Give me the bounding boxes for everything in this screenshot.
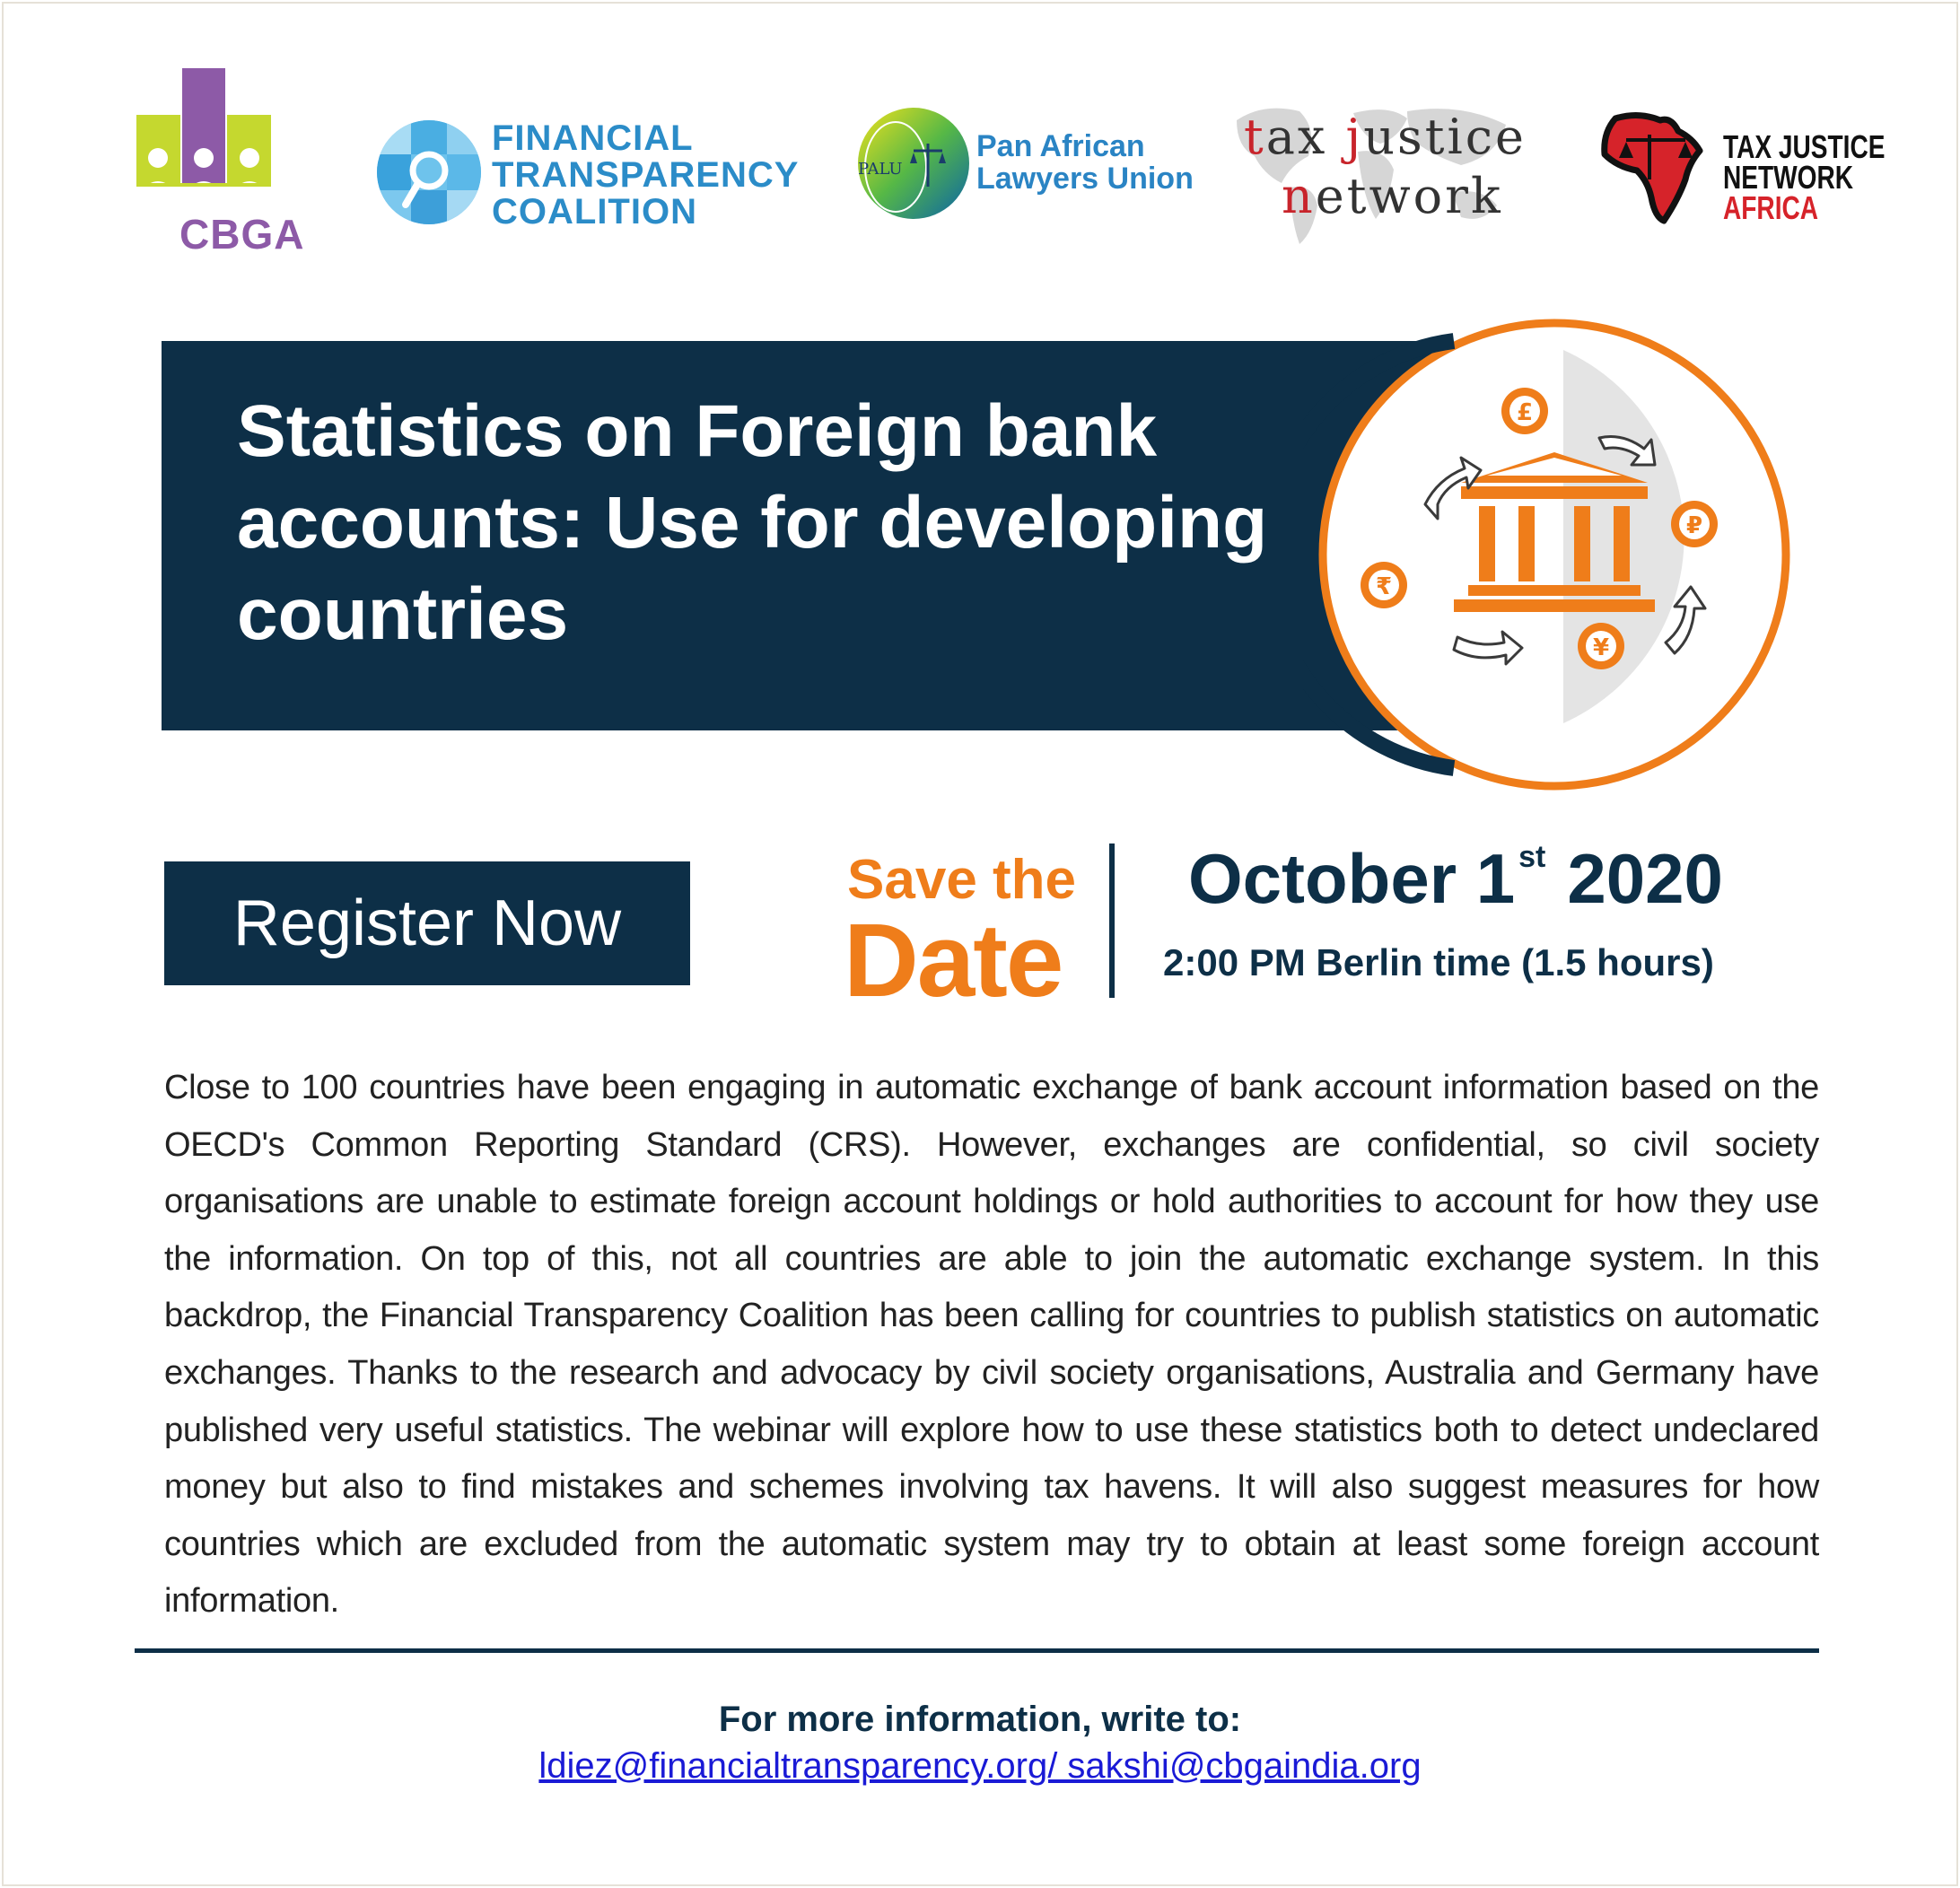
page-title [237, 386, 1314, 660]
tjn-ustice: ustice [1363, 109, 1527, 165]
contact-emails [0, 1748, 1960, 1784]
contact-email-link[interactable]: ldiez@financialtransparency.org/ sakshi@cbgaindia.org [538, 1746, 1422, 1786]
africa-scales-icon [1599, 111, 1707, 224]
event-time: 2:00 PM Berlin time (1.5 hours) [1163, 941, 1714, 983]
tjn-n: n [1282, 168, 1316, 224]
event-date-year: 2020 [1567, 839, 1723, 918]
svg-text:₽: ₽ [1685, 512, 1703, 539]
register-now-button[interactable]: Register Now [164, 861, 690, 985]
palu-badge: PALU [858, 160, 903, 179]
tjn-etwork: etwork [1315, 168, 1503, 224]
event-date-suffix: st [1518, 840, 1546, 874]
ftc-name-line-2: TRANSPARENCY [492, 155, 800, 195]
horizontal-divider [135, 1648, 1819, 1653]
ruble-coin-icon [1671, 501, 1718, 547]
palu-name-line-1: Pan African [976, 129, 1145, 163]
rupee-coin-icon [1361, 562, 1407, 608]
tjna-name-line-3: AFRICA [1723, 189, 1819, 226]
svg-text:¥: ¥ [1592, 634, 1610, 661]
date-label: Date [844, 902, 1063, 1018]
cbga-logo-icon [136, 68, 271, 212]
svg-text:₹: ₹ [1375, 573, 1393, 600]
event-date-month-day: October 1 [1188, 839, 1516, 918]
ftc-name-line-3: COALITION [492, 192, 697, 232]
title-line-3: countries [237, 573, 569, 655]
tjn-name-line-1 [1244, 109, 1527, 165]
event-date [1188, 839, 1723, 918]
tjna-name-line-1: TAX JUSTICE [1723, 128, 1886, 165]
cbga-name: CBGA [179, 211, 305, 258]
bank-exchange-emblem [1303, 303, 1806, 806]
title-line-1: Statistics on Foreign bank [237, 390, 1158, 472]
tjn-ax: ax [1265, 109, 1346, 165]
vertical-divider [1109, 843, 1115, 998]
tjna-name-line-2: NETWORK [1723, 159, 1854, 196]
pound-coin-icon [1501, 388, 1548, 434]
tjn-name-line-2 [1282, 168, 1503, 224]
palu-emblem-icon [854, 104, 973, 223]
tjn-j: j [1345, 109, 1364, 165]
svg-text:£: £ [1516, 399, 1534, 426]
yen-coin-icon [1578, 623, 1624, 669]
palu-name-line-2: Lawyers Union [976, 162, 1194, 196]
ftc-globe-icon [375, 118, 483, 226]
event-description: Close to 100 countries have been engaging in automatic exchange of bank account information based on the OECD's Common Reporting Standard (CRS). However, exchanges are confidential, so civil society organisations are unable to estimate foreign account holdings or hold authorities to account for how they use the information. On top of this, not all countries are able to join the automatic exchange system. In this backdrop, the Financial Transparency Coalition has been calling for countries to publish statistics on automatic exchanges. Thanks to the research and advocacy by civil society organisations, Australia and Germany have published very useful statistics. The webinar will explore how to use these statistics both to detect undeclared money but also to find mistakes and schemes involving tax havens. It will also suggest measures for how countries which are excluded from the automatic system may try to obtain at least some foreign account information. [164, 1069, 1819, 1621]
ftc-name-line-1: FINANCIAL [492, 118, 694, 158]
save-the-label: Save the [847, 849, 1077, 911]
contact-heading: For more information, write to: [718, 1700, 1242, 1739]
title-line-2: accounts: Use for developing [237, 482, 1268, 564]
tjn-t: t [1244, 109, 1266, 165]
